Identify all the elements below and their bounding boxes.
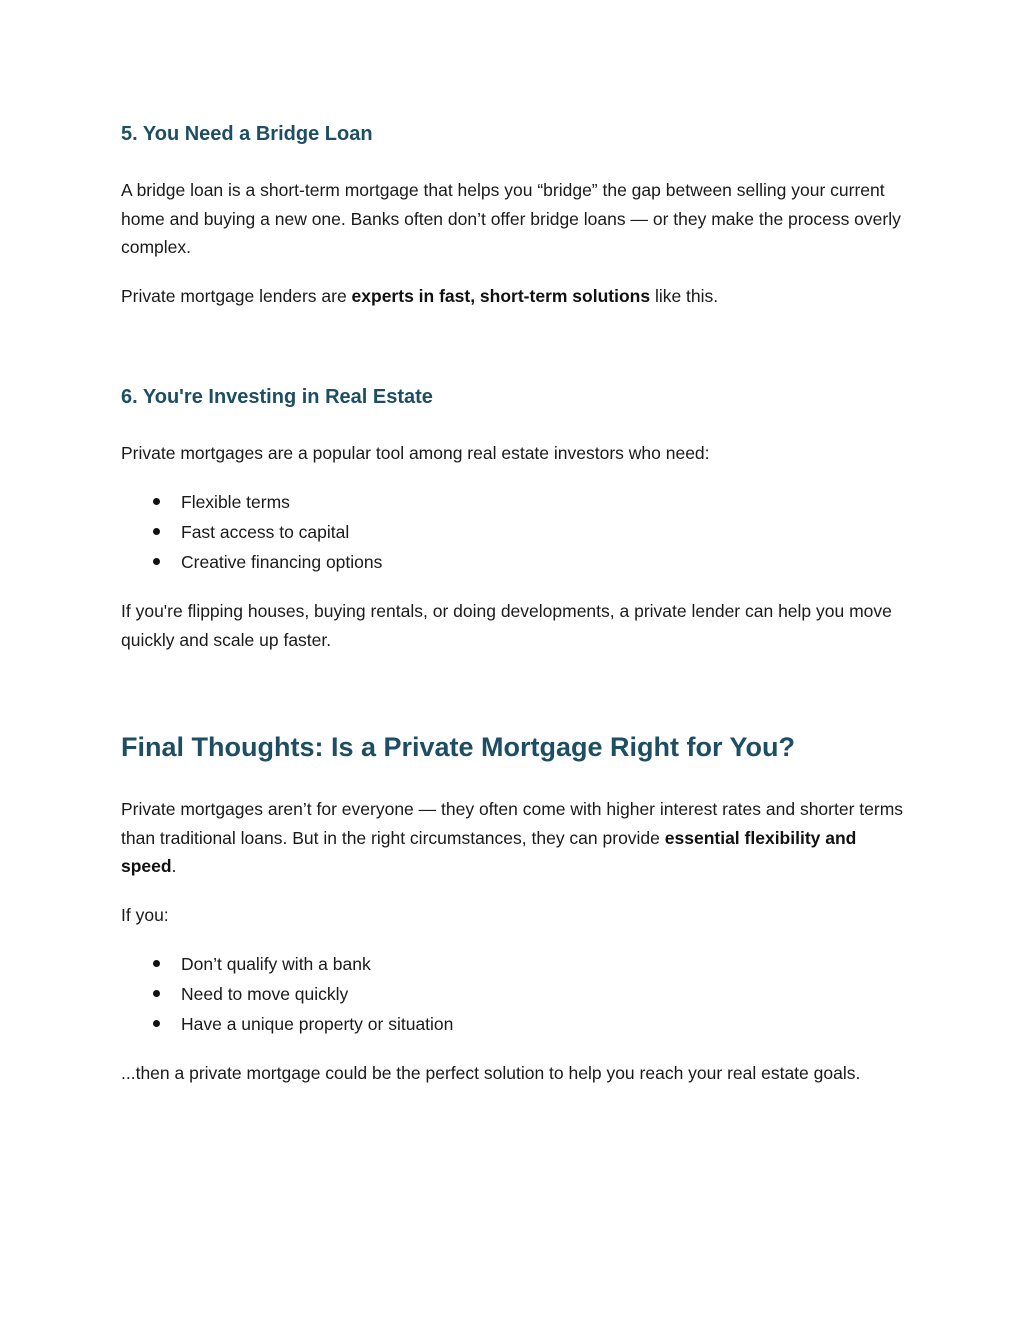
list-item-text: Don’t qualify with a bank — [181, 954, 371, 974]
bridge-loan-paragraph: A bridge loan is a short-term mortgage that helps you “bridge” the gap between selling your current home and buying a new one. Banks often don’t offer bridge loans — or they make the process overly complex. — [121, 180, 901, 257]
list-item — [121, 547, 382, 577]
bridge-lenders-bold: experts in fast, short-term solutions — [351, 286, 651, 306]
bullet-icon — [153, 498, 160, 505]
final-intro-text-end: . — [171, 856, 177, 876]
final-closing-paragraph: ...then a private mortgage could be the perfect solution to help you reach your real estate goals. — [121, 1063, 861, 1083]
list-item — [121, 517, 382, 547]
final-intro-text: Private mortgages aren’t for everyone — they often come with higher interest rates and shorter terms than traditional loans. But in the right circumstances, they can provide — [121, 799, 904, 848]
final-intro-paragraph — [121, 795, 911, 881]
investing-bullet-list — [121, 487, 382, 577]
bridge-lenders-text: Private mortgage lenders are — [121, 286, 352, 306]
investing-intro-paragraph: Private mortgages are a popular tool among real estate investors who need: — [121, 443, 710, 463]
bullet-icon — [153, 960, 160, 967]
bridge-lenders-text-end: like this. — [650, 286, 719, 306]
list-item — [121, 979, 453, 1009]
list-item-text: Flexible terms — [181, 492, 290, 512]
bullet-icon — [153, 528, 160, 535]
if-you-paragraph: If you: — [121, 905, 169, 925]
section-heading-bridge-loan: 5. You Need a Bridge Loan — [121, 123, 373, 145]
final-intro-bold: essential flexibility and speed — [121, 827, 857, 876]
final-thoughts-heading: Final Thoughts: Is a Private Mortgage Right for You? — [121, 732, 796, 762]
list-item-text: Creative financing options — [181, 552, 383, 572]
bridge-lenders-paragraph — [121, 282, 911, 311]
list-item — [121, 1009, 453, 1039]
final-bullet-list — [121, 949, 453, 1039]
list-item — [121, 487, 382, 517]
bullet-icon — [153, 558, 160, 565]
bullet-icon — [153, 990, 160, 997]
section-heading-investing: 6. You're Investing in Real Estate — [121, 386, 433, 408]
investing-closing-paragraph: If you're flipping houses, buying rentals, or doing developments, a private lender can help you move quickly and scale up faster. — [121, 601, 892, 650]
list-item-text: Need to move quickly — [181, 984, 349, 1004]
bullet-icon — [153, 1020, 160, 1027]
list-item-text: Have a unique property or situation — [181, 1014, 454, 1034]
list-item — [121, 949, 453, 979]
list-item-text: Fast access to capital — [181, 522, 350, 542]
